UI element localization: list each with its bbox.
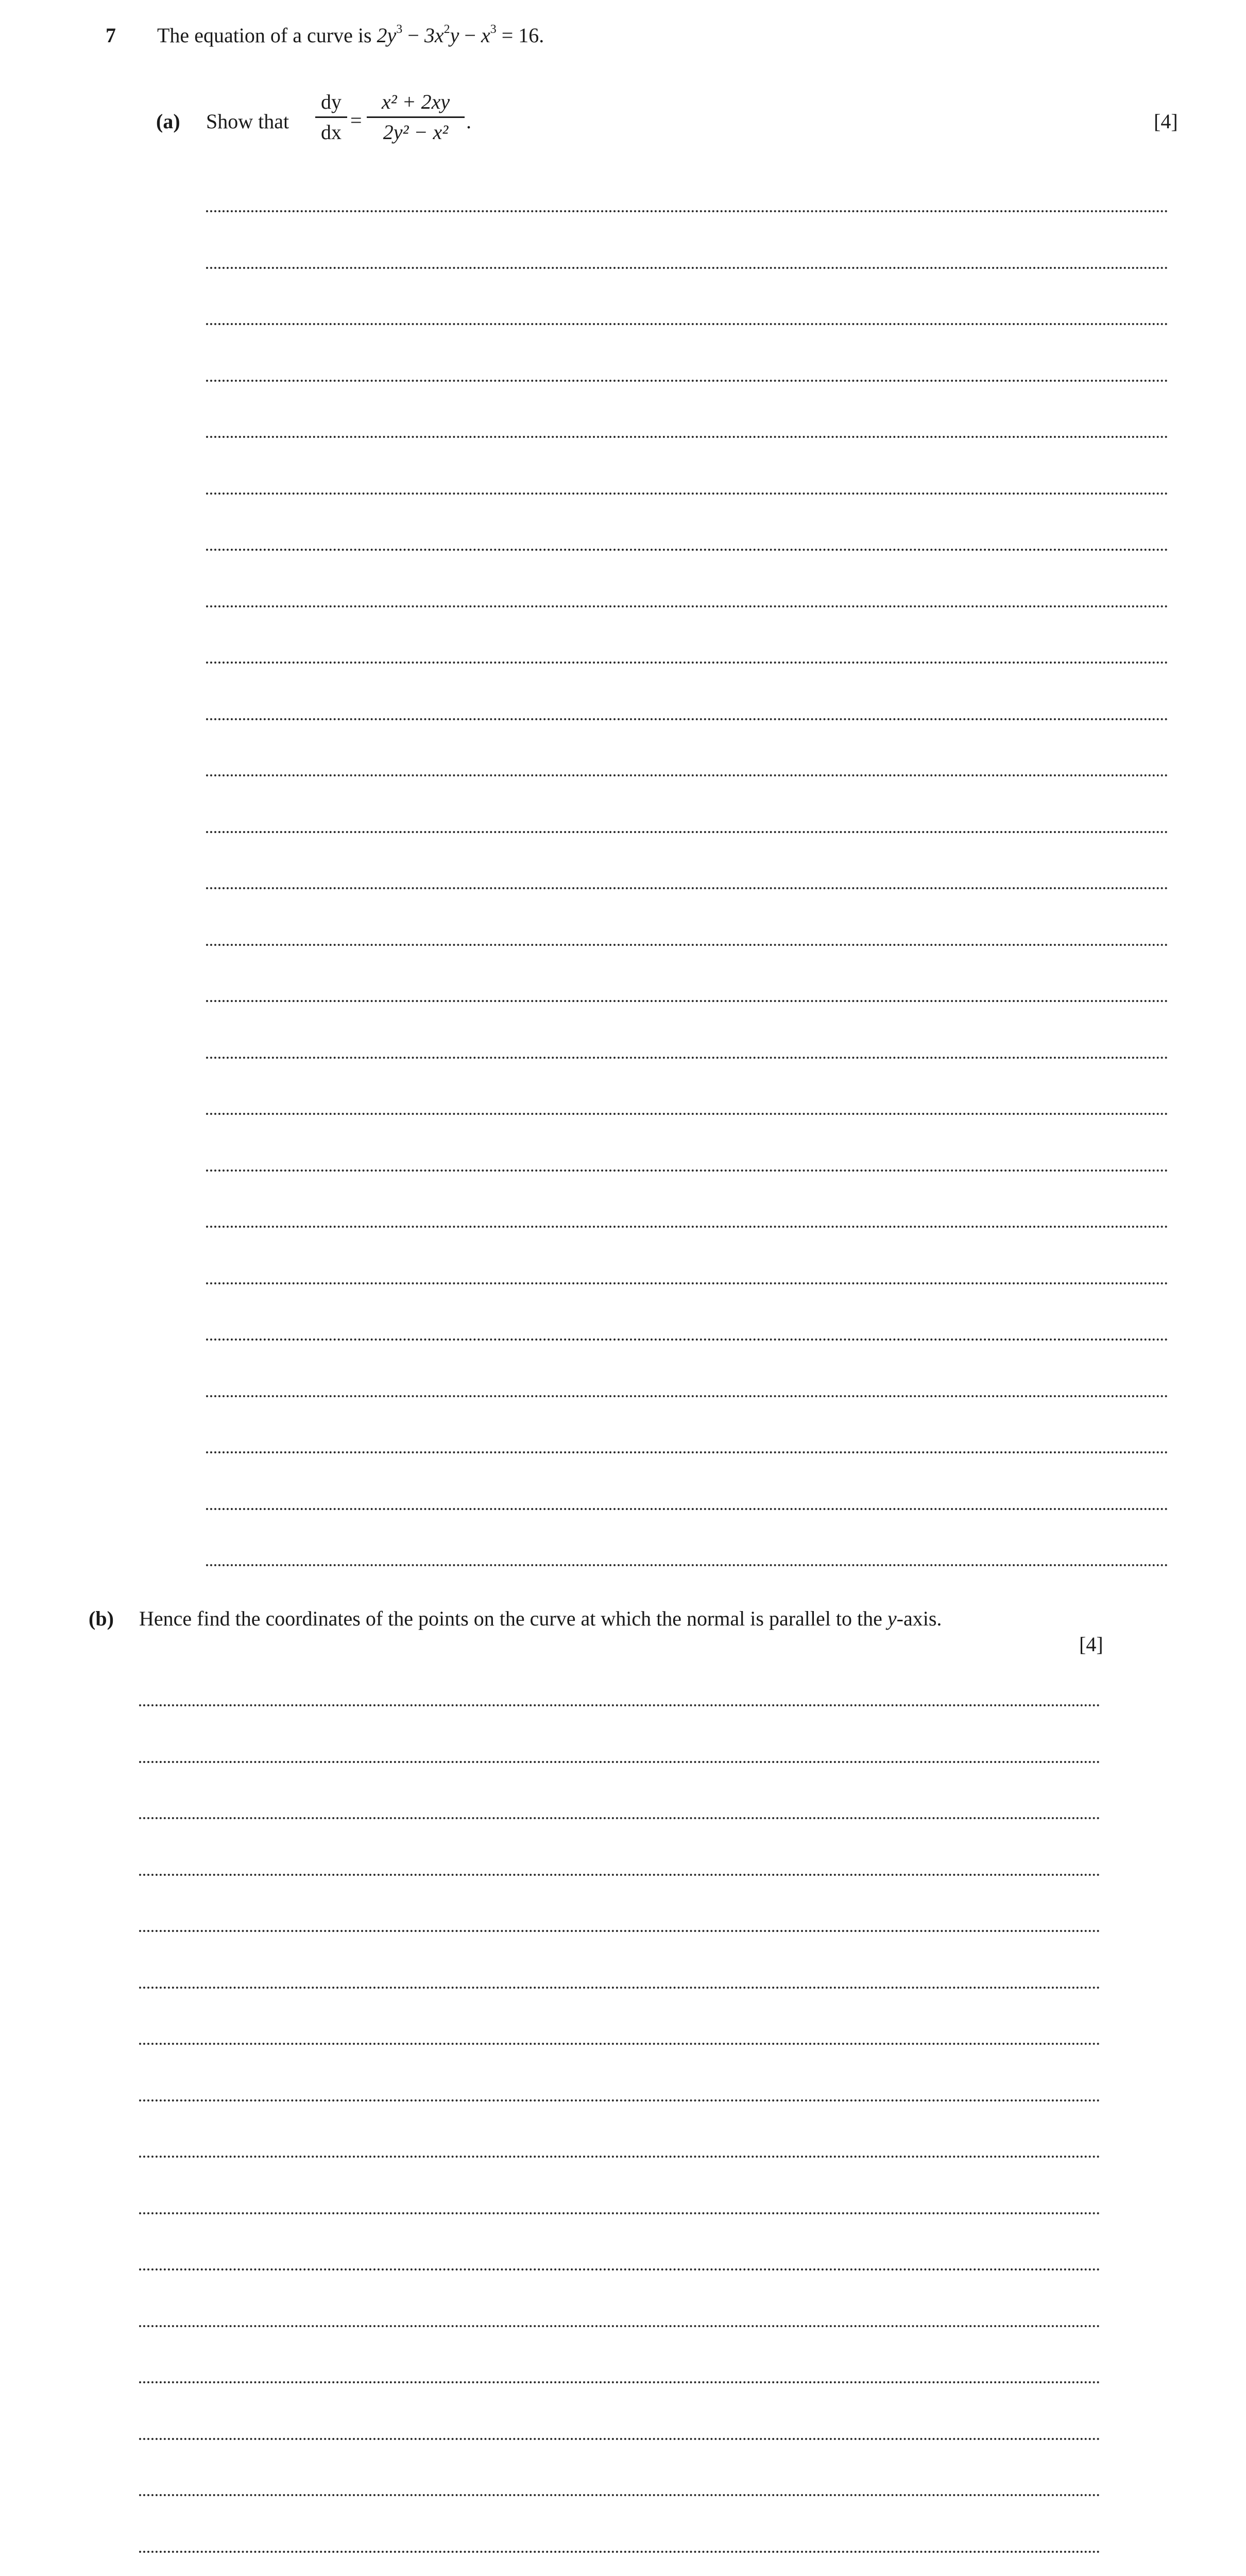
question-number: 7 [106,24,116,47]
answer-line[interactable] [206,323,1168,325]
answer-line[interactable] [139,2494,1100,2496]
derivative-fraction: dy dx [315,89,347,146]
answer-line[interactable] [206,831,1168,833]
answer-line[interactable] [139,2043,1100,2045]
answer-line[interactable] [139,2268,1100,2270]
answer-line[interactable] [206,267,1168,269]
answer-line[interactable] [206,1508,1168,1510]
period: . [466,110,471,133]
answer-line[interactable] [139,1874,1100,1876]
answer-line[interactable] [206,1338,1168,1341]
answer-line[interactable] [206,1451,1168,1453]
answer-line[interactable] [139,2438,1100,2440]
answer-line[interactable] [139,2551,1100,2553]
rhs-fraction: x² + 2xy 2y² − x² [367,89,465,146]
answer-line[interactable] [139,2381,1100,2383]
part-b-marks: [4] [1079,1633,1103,1656]
curve-equation: $2y^3 - 3x^2y - x^3 = 16$. [377,23,544,47]
equals-sign: = [350,109,362,132]
answer-line[interactable] [206,1113,1168,1115]
answer-line[interactable] [139,2156,1100,2158]
part-a-marks: [4] [1154,110,1178,133]
answer-line[interactable] [139,1987,1100,1989]
answer-line[interactable] [139,1930,1100,1932]
answer-line[interactable] [206,1395,1168,1397]
question-stem [157,23,544,47]
answer-line[interactable] [139,1704,1100,1706]
answer-line[interactable] [139,2099,1100,2102]
answer-line[interactable] [139,2325,1100,2327]
answer-line[interactable] [206,774,1168,776]
answer-line[interactable] [206,1564,1168,1566]
part-a-label: (a) [156,110,180,133]
answer-line[interactable] [206,662,1168,664]
answer-line[interactable] [206,605,1168,607]
part-b-label: (b) [89,1607,114,1630]
part-a-instruction: Show that [206,110,289,133]
answer-line[interactable] [206,549,1168,551]
stem-text: The equation of a curve is [157,24,372,47]
answer-line[interactable] [206,436,1168,438]
part-b-instruction: Hence find the coordinates of the points on the curve at which the normal is parallel to the y-axis. [139,1607,942,1630]
answer-line[interactable] [206,493,1168,495]
answer-line[interactable] [206,1226,1168,1228]
answer-line[interactable] [206,944,1168,946]
answer-line[interactable] [206,380,1168,382]
answer-line[interactable] [139,1817,1100,1819]
answer-line[interactable] [206,887,1168,889]
answer-line[interactable] [206,1170,1168,1172]
answer-line[interactable] [206,718,1168,720]
answer-line[interactable] [206,1282,1168,1284]
answer-line[interactable] [206,1057,1168,1059]
answer-line[interactable] [139,1761,1100,1763]
answer-line[interactable] [206,210,1168,212]
answer-line[interactable] [139,2212,1100,2214]
answer-line[interactable] [206,1000,1168,1002]
